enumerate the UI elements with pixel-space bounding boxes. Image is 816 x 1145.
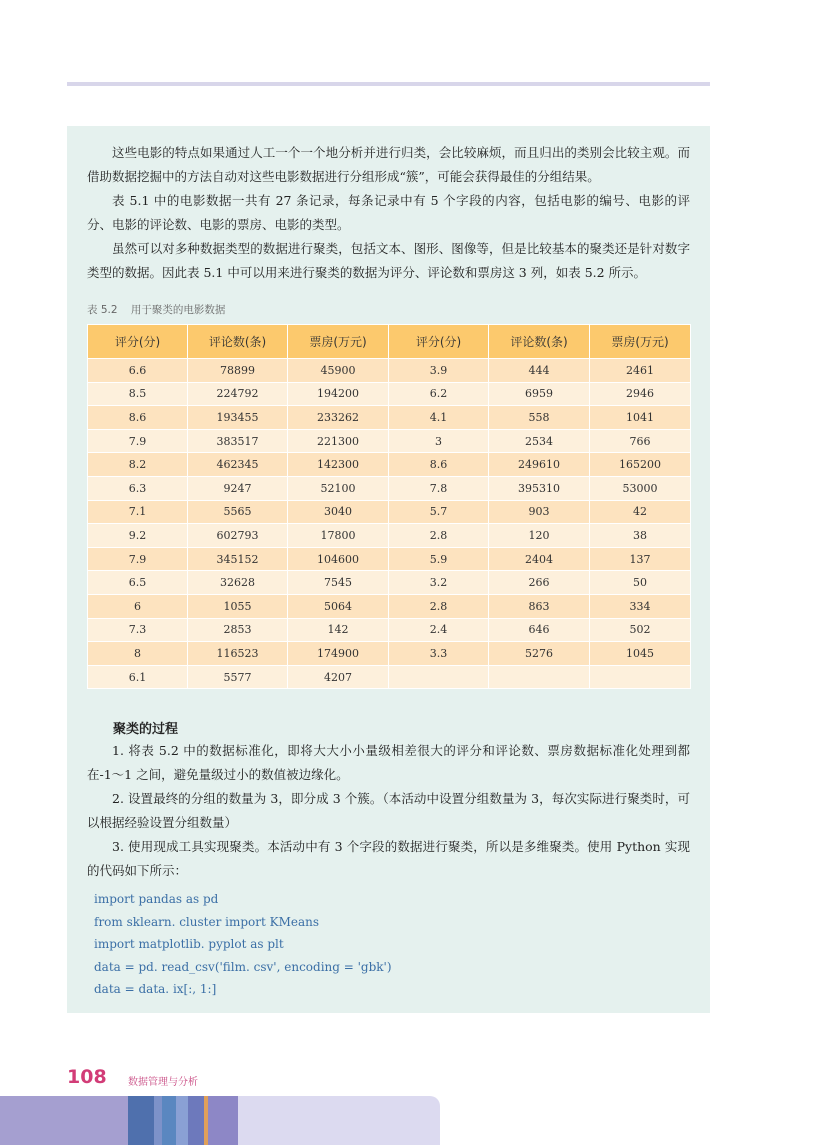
footer-decoration xyxy=(0,1096,440,1145)
table-cell: 2461 xyxy=(590,359,691,383)
table-cell: 8.6 xyxy=(389,453,489,477)
table-cell: 3040 xyxy=(288,500,389,524)
table-cell: 38 xyxy=(590,524,691,548)
table-cell: 602793 xyxy=(188,524,288,548)
header-boxoffice-1: 票房(万元) xyxy=(288,325,389,359)
decor-bar xyxy=(162,1096,176,1145)
decor-bar xyxy=(208,1096,238,1145)
code-line: from sklearn. cluster import KMeans xyxy=(94,914,320,929)
table-row xyxy=(88,406,691,430)
table-cell: 165200 xyxy=(590,453,691,477)
decor-bar xyxy=(154,1096,162,1145)
table-cell: 249610 xyxy=(489,453,590,477)
table-cell: 7.1 xyxy=(88,500,188,524)
table-cell: 78899 xyxy=(188,359,288,383)
table-cell: 53000 xyxy=(590,476,691,500)
table-row xyxy=(88,359,691,383)
table-cell: 9247 xyxy=(188,476,288,500)
table-cell: 42 xyxy=(590,500,691,524)
code-line: import pandas as pd xyxy=(94,892,219,906)
table-row xyxy=(88,382,691,406)
table-cell: 1045 xyxy=(590,642,691,666)
table-cell: 8.5 xyxy=(88,382,188,406)
table-row xyxy=(88,453,691,477)
table-cell: 5.7 xyxy=(389,500,489,524)
table-cell: 345152 xyxy=(188,547,288,571)
table-row xyxy=(88,476,691,500)
table-cell: 8 xyxy=(88,642,188,666)
table-cell: 52100 xyxy=(288,476,389,500)
table-cell: 2.8 xyxy=(389,594,489,618)
table-cell xyxy=(489,665,590,689)
table-cell: 502 xyxy=(590,618,691,642)
table-row xyxy=(88,618,691,642)
table-cell: 646 xyxy=(489,618,590,642)
table-cell: 7.9 xyxy=(88,547,188,571)
table-cell: 3 xyxy=(389,429,489,453)
table-row xyxy=(88,524,691,548)
table-cell: 137 xyxy=(590,547,691,571)
table-cell: 2.4 xyxy=(389,618,489,642)
table-cell: 221300 xyxy=(288,429,389,453)
header-reviews-2: 评论数(条) xyxy=(489,325,590,359)
page-number: 108 xyxy=(67,1066,107,1088)
table-cell: 462345 xyxy=(188,453,288,477)
table-cell: 6.6 xyxy=(88,359,188,383)
table-cell: 334 xyxy=(590,594,691,618)
table-caption-number: 表 5.2 xyxy=(87,304,118,316)
table-cell: 32628 xyxy=(188,571,288,595)
table-cell: 863 xyxy=(489,594,590,618)
table-cell: 6.3 xyxy=(88,476,188,500)
table-cell: 4207 xyxy=(288,665,389,689)
header-rating-1: 评分(分) xyxy=(88,325,188,359)
code-line: import matplotlib. pyplot as plt xyxy=(94,937,284,951)
header-reviews-1: 评论数(条) xyxy=(188,325,288,359)
table-cell: 17800 xyxy=(288,524,389,548)
header-rating-2: 评分(分) xyxy=(389,325,489,359)
table-cell: 8.6 xyxy=(88,406,188,430)
table-cell: 224792 xyxy=(188,382,288,406)
table-cell: 194200 xyxy=(288,382,389,406)
table-cell: 3.3 xyxy=(389,642,489,666)
table-cell: 6959 xyxy=(489,382,590,406)
decor-bar xyxy=(0,1096,128,1145)
table-cell: 6.1 xyxy=(88,665,188,689)
table-cell: 233262 xyxy=(288,406,389,430)
table-cell: 2.8 xyxy=(389,524,489,548)
step-1: 1. 将表 5.2 中的数据标准化，即将大大小小量级相差很大的评分和评论数、票房数据标准化处理到都在-1～1 之间，避免量级过小的数值被边缘化。 xyxy=(87,743,690,782)
step-2: 2. 设置最终的分组的数量为 3，即分成 3 个簇。（本活动中设置分组数量为 3，每次实际进行聚类时，可以根据经验设置分组数量） xyxy=(87,791,690,830)
table-cell: 45900 xyxy=(288,359,389,383)
table-row xyxy=(88,665,691,689)
table-cell: 8.2 xyxy=(88,453,188,477)
table-cell: 2853 xyxy=(188,618,288,642)
table-cell: 104600 xyxy=(288,547,389,571)
table-cell: 142 xyxy=(288,618,389,642)
table-cell: 1041 xyxy=(590,406,691,430)
book-title: 数据管理与分析 xyxy=(128,1077,198,1088)
table-cell: 7.3 xyxy=(88,618,188,642)
table-cell: 5064 xyxy=(288,594,389,618)
table-cell: 558 xyxy=(489,406,590,430)
table-cell: 3.2 xyxy=(389,571,489,595)
step-3: 3. 使用现成工具实现聚类。本活动中有 3 个字段的数据进行聚类，所以是多维聚类。使用 Python 实现的代码如下所示： xyxy=(87,839,690,878)
table-cell: 116523 xyxy=(188,642,288,666)
table-cell: 193455 xyxy=(188,406,288,430)
table-cell: 766 xyxy=(590,429,691,453)
table-cell: 266 xyxy=(489,571,590,595)
table-cell: 383517 xyxy=(188,429,288,453)
movie-data-table xyxy=(87,324,691,689)
code-line: data = pd. read_csv('film. csv', encoding = 'gbk') xyxy=(94,959,392,974)
decor-bar xyxy=(238,1096,440,1145)
table-row xyxy=(88,429,691,453)
table-cell: 4.1 xyxy=(389,406,489,430)
table-cell: 7.8 xyxy=(389,476,489,500)
table-cell: 120 xyxy=(489,524,590,548)
top-rule xyxy=(67,82,710,86)
table-cell xyxy=(389,665,489,689)
decor-bar xyxy=(128,1096,154,1145)
table-row xyxy=(88,594,691,618)
table-header-row xyxy=(88,325,691,359)
table-cell: 50 xyxy=(590,571,691,595)
content-panel xyxy=(67,126,710,1013)
table-cell: 7.9 xyxy=(88,429,188,453)
table-cell: 3.9 xyxy=(389,359,489,383)
table-cell: 5276 xyxy=(489,642,590,666)
table-caption-title: 用于聚类的电影数据 xyxy=(130,304,226,316)
section-title: 聚类的过程 xyxy=(113,722,179,737)
table-cell: 9.2 xyxy=(88,524,188,548)
table-row xyxy=(88,500,691,524)
table-row xyxy=(88,642,691,666)
table-cell: 174900 xyxy=(288,642,389,666)
table-cell: 1055 xyxy=(188,594,288,618)
paragraph-3: 虽然可以对多种数据类型的数据进行聚类，包括文本、图形、图像等，但是比较基本的聚类还是针对数字类型的数据。因此表 5.1 中可以用来进行聚类的数据为评分、评论数和票房这 3 列，如表 5.2 所示。 xyxy=(87,241,690,280)
paragraph-2: 表 5.1 中的电影数据一共有 27 条记录，每条记录中有 5 个字段的内容，包括电影的编号、电影的评分、电影的评论数、电影的票房、电影的类型。 xyxy=(87,193,690,232)
table-cell: 142300 xyxy=(288,453,389,477)
decor-bar xyxy=(188,1096,204,1145)
table-row xyxy=(88,547,691,571)
table-cell: 2534 xyxy=(489,429,590,453)
table-cell: 2946 xyxy=(590,382,691,406)
table-cell: 6 xyxy=(88,594,188,618)
header-boxoffice-2: 票房(万元) xyxy=(590,325,691,359)
code-block xyxy=(94,888,392,1001)
paragraph-1: 这些电影的特点如果通过人工一个一个地分析并进行归类，会比较麻烦，而且归出的类别会比较主观。而借助数据挖掘中的方法自动对这些电影数据进行分组形成“簇”，可能会获得最佳的分组结果。 xyxy=(87,145,690,184)
table-cell: 7545 xyxy=(288,571,389,595)
table-cell: 5.9 xyxy=(389,547,489,571)
decor-bar xyxy=(176,1096,188,1145)
table-cell xyxy=(590,665,691,689)
code-line: data = data. ix[:, 1:] xyxy=(94,982,217,996)
table-cell: 395310 xyxy=(489,476,590,500)
table-cell: 6.5 xyxy=(88,571,188,595)
table-row xyxy=(88,571,691,595)
table-cell: 5565 xyxy=(188,500,288,524)
table-cell: 444 xyxy=(489,359,590,383)
table-cell: 6.2 xyxy=(389,382,489,406)
table-caption xyxy=(87,302,225,317)
table-cell: 5577 xyxy=(188,665,288,689)
table-cell: 903 xyxy=(489,500,590,524)
table-cell: 2404 xyxy=(489,547,590,571)
